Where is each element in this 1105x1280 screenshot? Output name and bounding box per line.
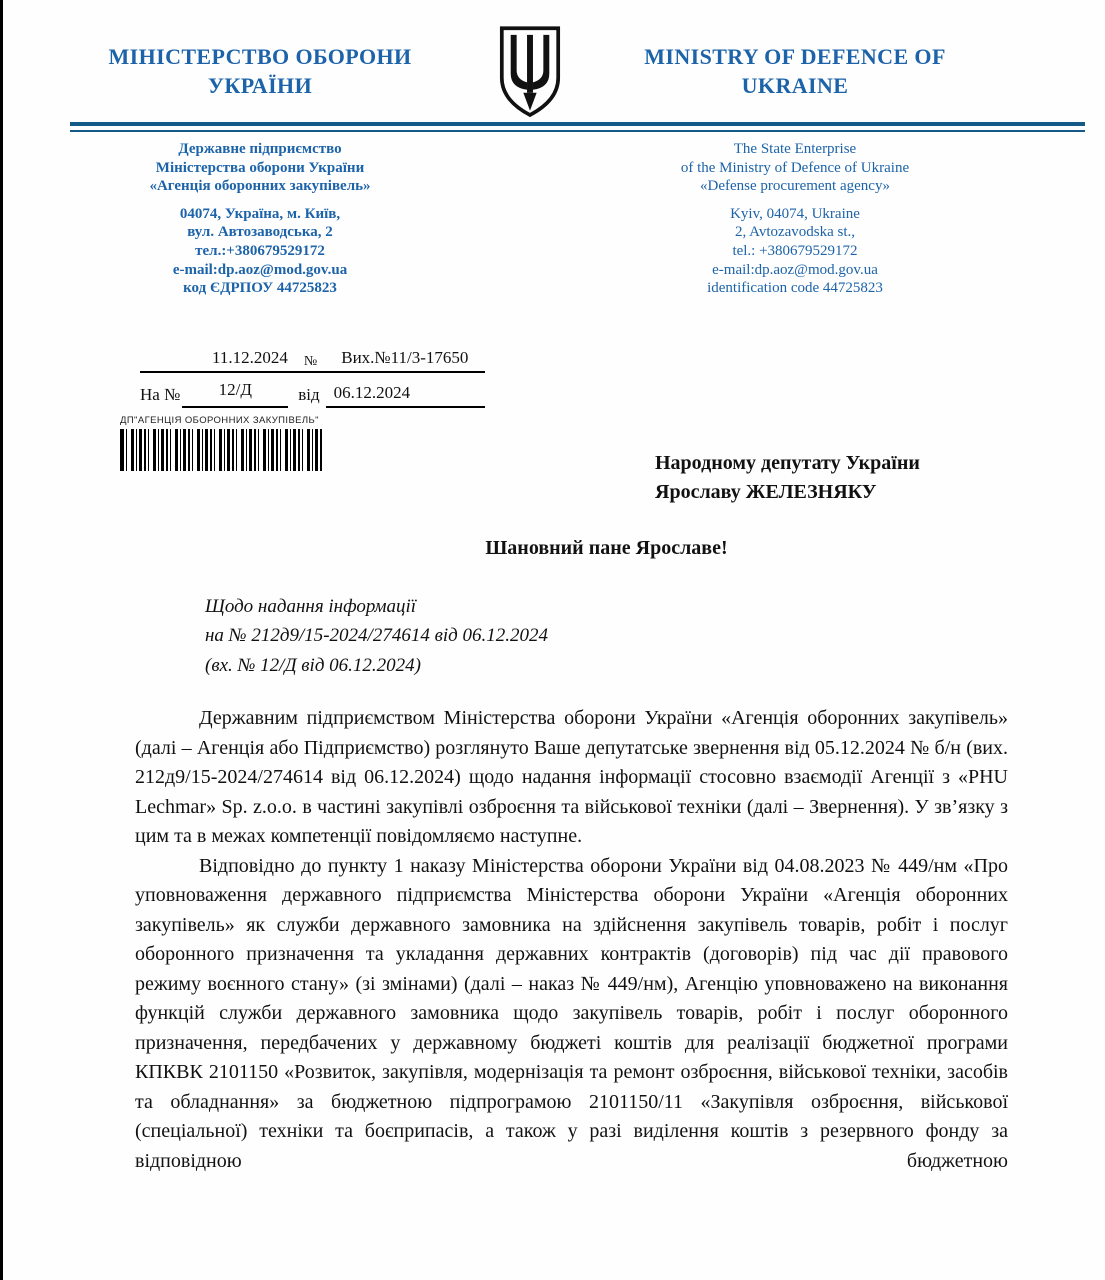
barcode-block [120,415,370,471]
trident-icon [493,26,567,118]
incoming-date: 06.12.2024 [326,383,485,408]
enterprise-name-en-line: of the Ministry of Defence of Ukraine [680,159,910,176]
body-paragraph-2: Відповідно до пункту 1 наказу Міністерства оборони України від 04.08.2023 № 449/нм «Про уповноваження державного підприємства Міністерства оборони України «Агенція оборонних закупівель» як служби державного замовника на здійснення закупівель товарів, робіт і послуг оборонного призначення та укладання державних контрактів (договорів) під час дії правового режиму воєнного стану» (зі змінами) (далі – наказ № 449/нм), Агенцію уповноважено на виконання функцій служби державного замовника щодо закупівель товарів, робіт і послуг оборонного призначення, передбачених у державному бюджеті коштів для реалізації бюджетної програми КПКВК 2101150 «Розвиток, закупівля, модернізація та ремонт озброєння, військової техніки, засобів та обладнання» за бюджетною підпрограмою 2101150/11 «Закупівля озброєння, військової (спеціальної) техніки та боєприпасів, а також у разі виділення коштів з резервного фонду за відповідною бюджетною [135,854,1008,1172]
incoming-number [182,379,288,408]
enterprise-name-ua-line: Державне підприємство [178,141,342,157]
recipient-block [655,449,920,507]
letterhead [0,0,1105,120]
contacts-spacer [450,140,610,298]
outgoing-date: 11.12.2024 [212,347,288,367]
incoming-reference-row [140,379,485,408]
ukraine-trident-emblem [450,26,610,118]
address-line: Kyiv, 04074, Ukraine [730,205,860,222]
header-divider [70,122,1085,132]
enterprise-name-ua [70,140,450,196]
contact-block-en [610,140,1035,298]
ministry-title-ua: МІНІСТЕРСТВО ОБОРОНИ УКРАЇНИ [108,44,412,98]
enterprise-name-en-line: The State Enterprise [733,141,857,157]
recipient-line-2: Ярославу ЖЕЛЕЗНЯКУ [655,480,877,503]
outgoing-number: Вих.№11/3-17650 [341,347,469,367]
contacts-section [0,132,1105,298]
recipient-line-1: Народному депутату України [655,451,920,474]
body-paragraph-1: Державним підприємством Міністерства оборони України «Агенція оборонних закупівель» (далі – Агенція або Підприємство) розглянуто Ваше депутатське звернення від 05.12.2024 № б/н (вих. 212д9/15-2024/274614 від 06.12.2024) щодо надання інформації стосовно взаємодії Агенції з «PHU Lechmar» Sp. z.o.o. в частині закупівлі озброєння та військової техніки (далі – Звернення). У зв’язку з цим та в межах компетенції повідомляємо наступне. [135,707,1008,848]
subject-line-3: (вх. № 12/Д від 06.12.2024) [205,654,422,676]
address-line: 2, Avtozavodska st., [734,224,856,241]
na-number-label: На № [140,384,181,404]
ministry-title-en: MINISTRY OF DEFENCE OF UKRAINE [644,44,946,98]
enterprise-name-en-line: «Defense procurement agency» [700,178,890,195]
edrpou-line: код ЄДРПОУ 44725823 [183,280,337,297]
contact-block-ua [70,140,450,298]
enterprise-name-ua-line: «Агенція оборонних закупівель» [149,178,371,195]
phone-line: тел.:+380679529172 [195,242,325,259]
vid-label: від [298,384,320,404]
enterprise-address-ua [70,205,450,298]
address-line: 04074, Україна, м. Київ, [179,205,341,222]
salutation: Шановний пане Ярославе! [485,536,728,559]
subject-line-2: на № 212д9/15-2024/274614 від 06.12.2024 [205,625,548,647]
scan-edge-line [0,0,3,1280]
outgoing-reference-row [140,348,485,373]
subject-line-1: Щодо надання інформації [205,595,417,617]
number-sign: № [303,353,318,369]
letter-body [135,704,1008,1176]
enterprise-name-en [610,140,980,196]
phone-line: tel.: +380679529172 [732,242,858,259]
email-line: e-mail:dp.aoz@mod.gov.ua [172,261,348,278]
barcode-recipient-band [0,415,1105,507]
enterprise-name-ua-line: Міністерства оборони України [155,159,365,176]
id-code-line: identification code 44725823 [707,280,883,297]
document-barcode [120,429,322,471]
barcode-caption: ДП"АГЕНЦІЯ ОБОРОННИХ ЗАКУПІВЕЛЬ" [120,414,319,426]
incoming-number-value: 12/Д [218,379,252,399]
address-line: вул. Автозаводська, 2 [187,224,333,241]
subject-block [205,592,1105,680]
reference-block [140,348,485,408]
email-line: e-mail:dp.aoz@mod.gov.ua [712,261,878,278]
enterprise-address-en [610,205,980,298]
